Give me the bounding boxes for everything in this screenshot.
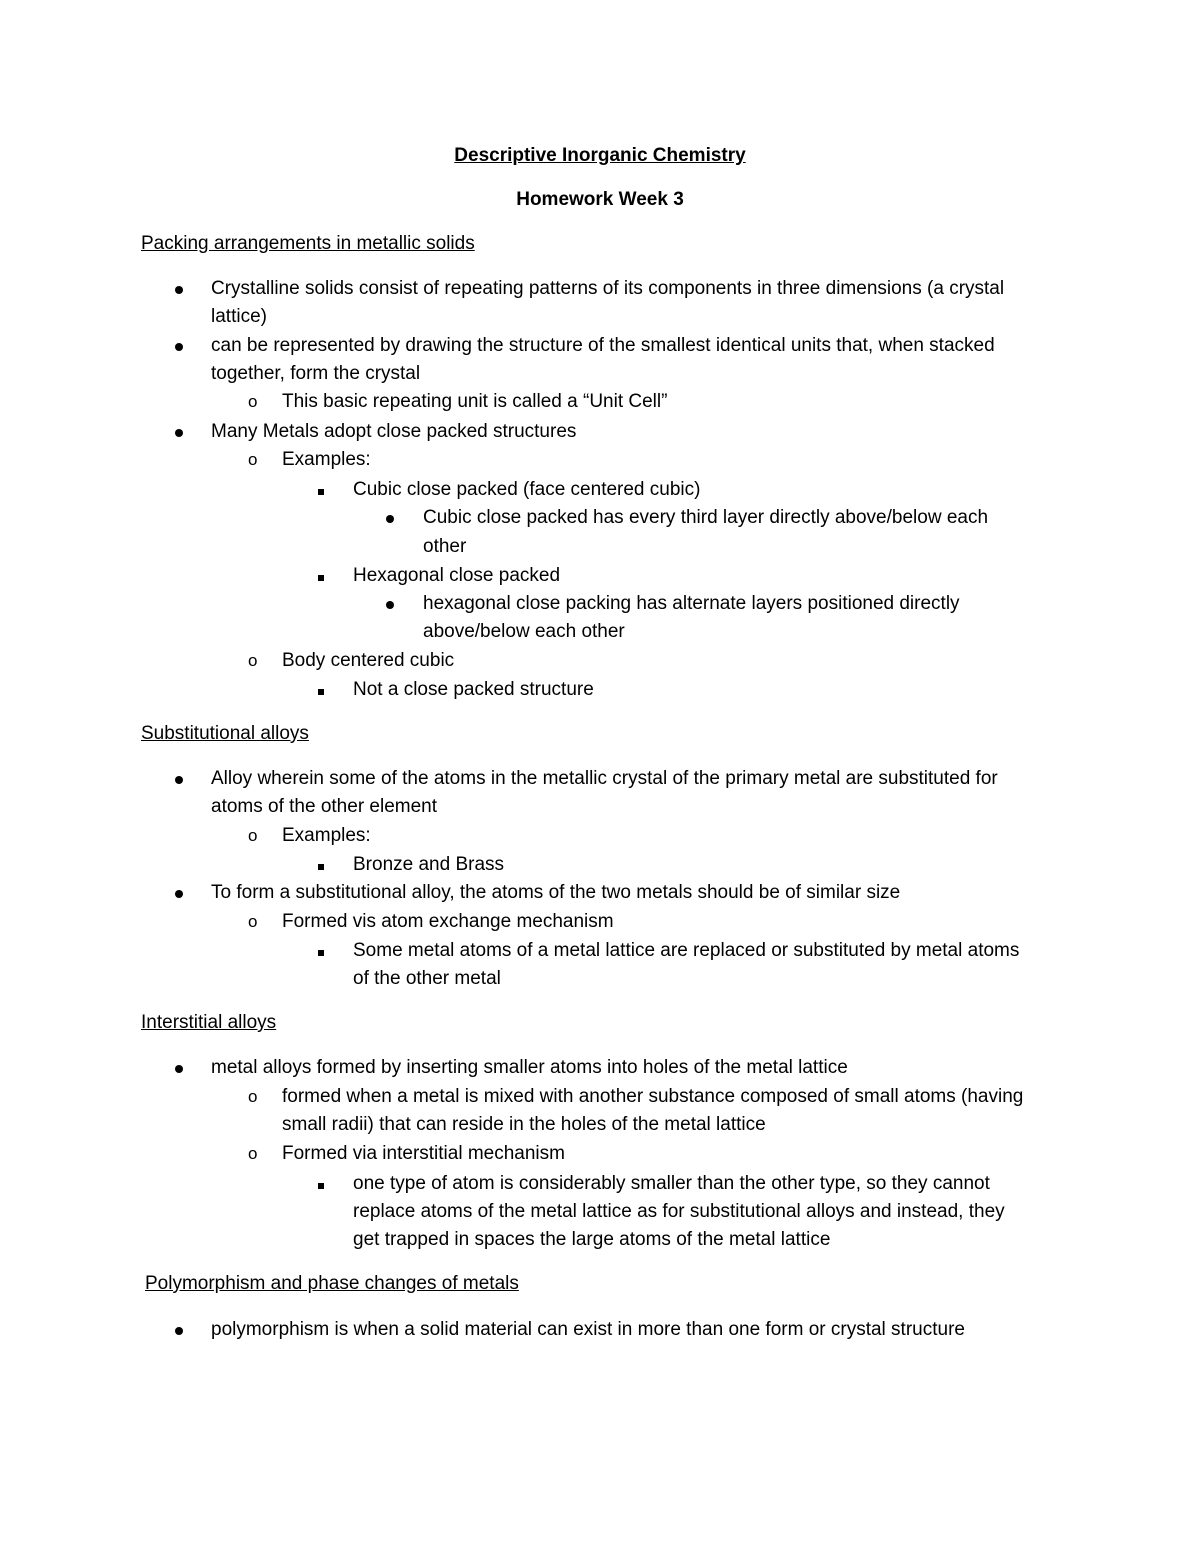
section-heading-packing: Packing arrangements in metallic solids <box>141 233 475 254</box>
list-item-continuation: of the other metal <box>353 968 501 989</box>
square-bullet-icon <box>318 937 324 965</box>
list-item: Alloy wherein some of the atoms in the metallic crystal of the primary metal are substituted for <box>211 768 998 789</box>
list-item: Cubic close packed has every third layer directly above/below each <box>423 507 989 528</box>
bullet-icon <box>175 332 183 360</box>
circle-bullet-icon: o <box>248 1087 258 1106</box>
list-item: one type of atom is considerably smaller than the other type, so they cannot <box>353 1173 990 1194</box>
circle-bullet-icon: o <box>248 912 258 931</box>
list-item: This basic repeating unit is called a “Unit Cell” <box>282 391 668 412</box>
circle-bullet-icon: o <box>248 651 258 670</box>
bullet-icon <box>386 504 394 532</box>
document-title: Descriptive Inorganic Chemistry <box>454 145 746 166</box>
list-item-continuation: above/below each other <box>423 621 625 642</box>
document-subtitle: Homework Week 3 <box>516 189 684 210</box>
list-item: Formed vis atom exchange mechanism <box>282 911 614 932</box>
bullet-icon <box>175 275 183 303</box>
list-item: metal alloys formed by inserting smaller atoms into holes of the metal lattice <box>211 1057 848 1078</box>
list-item: To form a substitutional alloy, the atoms of the two metals should be of similar size <box>211 882 901 903</box>
list-item: Examples: <box>282 449 371 470</box>
bullet-icon <box>175 418 183 446</box>
list-item: formed when a metal is mixed with another substance composed of small atoms (having <box>282 1086 1024 1107</box>
list-item: Body centered cubic <box>282 650 455 671</box>
list-item-continuation: replace atoms of the metal lattice as for substitutional alloys and instead, they <box>353 1201 1005 1222</box>
bullet-icon <box>175 1316 183 1344</box>
section-heading-polymorphism: Polymorphism and phase changes of metals <box>145 1273 519 1294</box>
section-heading-interstitial: Interstitial alloys <box>141 1012 277 1033</box>
square-bullet-icon <box>318 1170 324 1198</box>
square-bullet-icon <box>318 851 324 879</box>
bullet-icon <box>386 590 394 618</box>
list-item-continuation: get trapped in spaces the large atoms of the metal lattice <box>353 1229 831 1250</box>
circle-bullet-icon: o <box>248 826 258 845</box>
bullet-icon <box>175 879 183 907</box>
list-item-continuation: lattice) <box>211 306 267 327</box>
list-item: Examples: <box>282 825 371 846</box>
circle-bullet-icon: o <box>248 450 258 469</box>
square-bullet-icon <box>318 476 324 504</box>
list-item: Cubic close packed (face centered cubic) <box>353 479 701 500</box>
list-item: Formed via interstitial mechanism <box>282 1143 565 1164</box>
list-item-continuation: together, form the crystal <box>211 363 421 384</box>
list-item: Bronze and Brass <box>353 854 505 875</box>
bullet-icon <box>175 765 183 793</box>
circle-bullet-icon: o <box>248 1144 258 1163</box>
list-item: Some metal atoms of a metal lattice are replaced or substituted by metal atoms <box>353 940 1020 961</box>
list-item: Not a close packed structure <box>353 679 594 700</box>
list-item-continuation: other <box>423 536 467 557</box>
bullet-icon <box>175 1054 183 1082</box>
circle-bullet-icon: o <box>248 392 258 411</box>
list-item: Many Metals adopt close packed structures <box>211 421 577 442</box>
list-item: Crystalline solids consist of repeating patterns of its components in three dimensions (a crystal <box>211 278 1005 299</box>
list-item-continuation: small radii) that can reside in the holes of the metal lattice <box>282 1114 766 1135</box>
list-item: can be represented by drawing the structure of the smallest identical units that, when stacked <box>211 335 995 356</box>
square-bullet-icon <box>318 562 324 590</box>
list-item-continuation: atoms of the other element <box>211 796 438 817</box>
list-item: Hexagonal close packed <box>353 565 561 586</box>
section-heading-substitutional: Substitutional alloys <box>141 723 309 744</box>
list-item: hexagonal close packing has alternate layers positioned directly <box>423 593 960 614</box>
square-bullet-icon <box>318 676 324 704</box>
list-item: polymorphism is when a solid material can exist in more than one form or crystal structure <box>211 1319 965 1340</box>
